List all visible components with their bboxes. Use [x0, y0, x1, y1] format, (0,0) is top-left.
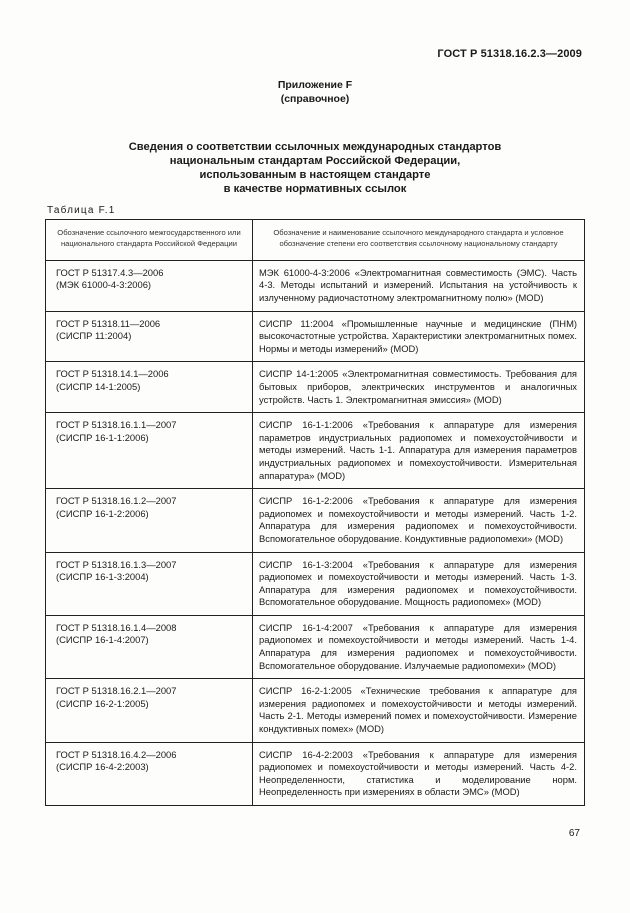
header-international-standard: Обозначение и наименование ссылочного международного стандарта и условное обозначение степени его соответствия ссылочному национальному стандарту: [253, 220, 585, 261]
international-standard-cell: СИСПР 14-1:2005 «Электромагнитная совместимость. Требования для бытовых приборов, электрических инструментов и аналогичных устройств. Часть 1. Электромагнитная эмиссия» (MOD): [253, 362, 585, 413]
international-standard-cell: МЭК 61000-4-3:2006 «Электромагнитная совместимость (ЭМС). Часть 4-3. Методы испытаний и измерений. Испытания на устойчивость к излученному радиочастотному электромагнитному полю» (MOD): [253, 260, 585, 311]
heading-line: в качестве нормативных ссылок: [223, 183, 407, 195]
heading-line: использованным в настоящем стандарте: [199, 169, 431, 181]
table-row: [46, 413, 585, 489]
appendix-title: Приложение F: [277, 79, 353, 91]
national-standard-code: ГОСТ Р 51318.11—2006: [56, 317, 161, 329]
header-national-standard: Обозначение ссылочного межгосударственного или национального стандарта Российской Федерации: [46, 220, 253, 261]
national-standard-cell: [46, 615, 253, 678]
table-row: [46, 260, 585, 311]
international-standard-cell: СИСПР 16-4-2:2003 «Требования к аппаратуре для измерения радиопомех и помехоустойчивости и методы измерений. Часть 4-2. Неопределенности, статистика и моделирование норм. Неопределенность при измерениях в области ЭМС» (MOD): [253, 742, 585, 805]
table-row: [46, 615, 585, 678]
national-standard-cell: [46, 311, 253, 362]
international-equivalent-code: (СИСПР 16-1-3:2004): [56, 571, 149, 583]
national-standard-cell: [46, 260, 253, 311]
national-standard-cell: [46, 489, 253, 552]
international-standard-cell: СИСПР 16-1-3:2004 «Требования к аппаратуре для измерения радиопомех и помехоустойчивости и методы измерений. Часть 1-3. Аппаратура для измерения радиопомех и помехоустойчивости. Вспомогательное оборудование. Мощность радиопомех» (MOD): [253, 552, 585, 615]
table-header-row: [46, 220, 585, 261]
table-row: [46, 552, 585, 615]
page-number: 67: [568, 828, 580, 839]
national-standard-cell: [46, 742, 253, 805]
reference-table: [45, 219, 585, 806]
international-standard-cell: СИСПР 16-1-2:2006 «Требования к аппаратуре для измерения радиопомех и помехоустойчивости и методы измерений. Часть 1-2. Аппаратура для измерения радиопомех и помехоустойчивости. Вспомогательное оборудование. Кондуктивные радиопомехи» (MOD): [253, 489, 585, 552]
table-row: [46, 311, 585, 362]
document-code: ГОСТ Р 51318.16.2.3—2009: [437, 48, 582, 60]
appendix-block: [0, 78, 630, 106]
national-standard-code: ГОСТ Р 51318.16.1.2—2007: [56, 495, 177, 507]
national-standard-code: ГОСТ Р 51318.16.2.1—2007: [56, 685, 177, 697]
national-standard-code: ГОСТ Р 51318.14.1—2006: [56, 368, 169, 380]
international-standard-cell: СИСПР 11:2004 «Промышленные научные и медицинские (ПНМ) высокочастотные устройства. Характеристики электромагнитных помех. Нормы и методы измерений» (MOD): [253, 311, 585, 362]
international-equivalent-code: (СИСПР 11:2004): [56, 330, 132, 342]
national-standard-code: ГОСТ Р 51318.16.4.2—2006: [56, 748, 177, 760]
national-standard-code: ГОСТ Р 51318.16.1.3—2007: [56, 558, 177, 570]
national-standard-code: ГОСТ Р 51318.16.1.4—2008: [56, 621, 177, 633]
international-equivalent-code: (СИСПР 16-4-2:2003): [56, 761, 149, 773]
international-equivalent-code: (СИСПР 16-1-2:2006): [56, 507, 149, 519]
table-row: [46, 742, 585, 805]
table-label: Таблица F.1: [47, 205, 116, 216]
international-equivalent-code: (СИСПР 14-1:2005): [56, 380, 141, 392]
table-row: [46, 489, 585, 552]
national-standard-cell: [46, 362, 253, 413]
table-row: [46, 362, 585, 413]
international-equivalent-code: (СИСПР 16-2-1:2005): [56, 697, 149, 709]
international-equivalent-code: (СИСПР 16-1-4:2007): [56, 634, 149, 646]
heading-line: Сведения о соответствии ссылочных международных стандартов: [128, 141, 502, 153]
national-standard-code: ГОСТ Р 51318.16.1.1—2007: [56, 419, 177, 431]
international-standard-cell: СИСПР 16-1-1:2006 «Требования к аппаратуре для измерения параметров индустриальных радиопомех и помехоустойчивости и методы измерений. Часть 1-1. Аппаратура для измерения параметров индустриальных радиопомех и помехоустойчивости. Измерительная аппаратура» (MOD): [253, 413, 585, 489]
section-heading: [80, 140, 550, 196]
national-standard-cell: [46, 679, 253, 742]
international-equivalent-code: (МЭК 61000-4-3:2006): [56, 279, 152, 291]
national-standard-cell: [46, 413, 253, 489]
international-standard-cell: СИСПР 16-1-4:2007 «Требования к аппаратуре для измерения радиопомех и помехоустойчивости и методы измерений. Часть 1-4. Аппаратура для измерения радиопомех и помехоустойчивости. Вспомогательное оборудование. Излучаемые радиопомехи» (MOD): [253, 615, 585, 678]
appendix-subtitle: (справочное): [280, 93, 350, 105]
heading-line: национальным стандартам Российской Федерации,: [169, 155, 461, 167]
table-row: [46, 679, 585, 742]
national-standard-code: ГОСТ Р 51317.4.3—2006: [56, 266, 164, 278]
international-equivalent-code: (СИСПР 16-1-1:2006): [56, 431, 149, 443]
international-standard-cell: СИСПР 16-2-1:2005 «Технические требования к аппаратуре для измерения радиопомех и помехоустойчивости и методы измерений. Часть 2-1. Методы измерений помех и помехоустойчивости. Измерение кондуктивных помех» (MOD): [253, 679, 585, 742]
national-standard-cell: [46, 552, 253, 615]
